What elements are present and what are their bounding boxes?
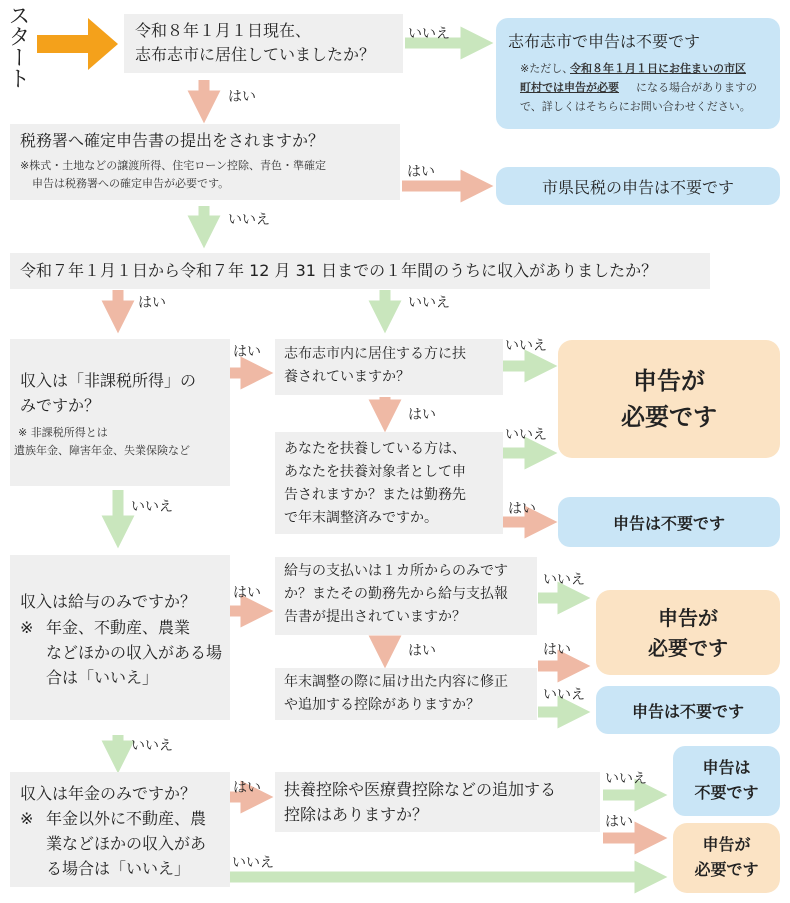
result-filing-required-3-line2: 必要です	[694, 860, 759, 879]
label-yes-q11: はい	[605, 814, 633, 830]
question-salary-only-line4: 合は「いいえ」	[46, 668, 159, 687]
start-arrow	[37, 18, 118, 70]
label-no-q2: いいえ	[228, 212, 270, 228]
question-salary-only-line2: 年金、不動産、農業	[46, 618, 191, 637]
result-no-filing-1-text: 申告は不要です	[612, 513, 725, 533]
label-yes-q3: はい	[138, 295, 166, 311]
result-no-resident-tax-filing-text: 市県民税の申告は不要です	[541, 177, 734, 197]
result-filing-required-2	[596, 590, 780, 675]
question-additional-deductions-line1: 扶養控除や医療費控除などの追加する	[284, 780, 557, 799]
question-supporter-line1: あなたを扶養している方は、	[284, 441, 466, 457]
label-yes-q1: はい	[228, 89, 256, 105]
result-filing-required-1	[558, 340, 780, 458]
question-pension-only-line4: る場合は「いいえ」	[46, 859, 191, 878]
result-filing-required-3-line1: 申告が	[702, 835, 751, 855]
question-year-end-adjust-line2: や追加する控除がありますか？	[284, 697, 480, 713]
label-no-q9: いいえ	[543, 687, 585, 703]
question-tax-office-note2: 申告は税務署への確定申告が必要です。	[32, 177, 230, 190]
question-nontaxable-note1: ※ 非課税所得とは	[18, 426, 108, 439]
question-income-text: 令和７年１月１日から令和７年 12 月 31 日までの１年間のうちに収入がありましたか？	[20, 261, 658, 280]
question-tax-office-line1: 税務署へ確定申告書の提出をされますか？	[20, 131, 325, 150]
result-no-filing-3-line1: 申告は	[702, 758, 751, 778]
result-note-line2a: 町村では申告が必要	[520, 81, 619, 94]
label-no-q1: いいえ	[408, 26, 450, 42]
question-salary-only-line1: 収入は給与のみですか？	[20, 592, 197, 611]
result-filing-required-2-line2: 必要です	[648, 635, 728, 660]
question-residence-line2: 志布志市に居住していましたか？	[135, 45, 376, 64]
question-tax-office-note1: ※株式・土地などの譲渡所得、住宅ローン控除、青色・準確定	[20, 159, 326, 172]
label-yes-q2: はい	[407, 164, 435, 180]
result-filing-required-3	[673, 823, 780, 893]
question-supporter-line2: あなたを扶養対象者として申	[284, 464, 466, 480]
question-single-employer-line3: 告書が提出されていますか？	[284, 609, 466, 625]
label-no-q7: いいえ	[131, 738, 173, 754]
question-additional-deductions-line2: 控除はありますか？	[284, 805, 429, 824]
question-pension-only-line2: 年金以外に不動産、農	[46, 809, 207, 828]
start-label: スタート	[5, 4, 30, 88]
label-yes-q6: はい	[508, 501, 536, 517]
result-no-resident-tax-filing	[496, 167, 780, 205]
question-nontaxable-line1: 収入は「非課税所得」の	[20, 371, 197, 390]
label-no-q3: いいえ	[408, 295, 450, 311]
result-no-filing-3	[673, 746, 780, 816]
label-no-q6: いいえ	[505, 427, 547, 443]
label-no-q10: いいえ	[232, 855, 274, 871]
result-note-line2b: になる場合がありますの	[636, 81, 757, 94]
question-salary-only-line3: などほかの収入がある場	[46, 643, 223, 662]
label-yes-q7: はい	[233, 585, 261, 601]
label-yes-q9: はい	[543, 642, 571, 658]
result-no-filing-3-line2: 不要です	[694, 783, 759, 802]
label-no-q8: いいえ	[543, 572, 585, 588]
result-no-filing-1	[558, 497, 780, 547]
question-residence-line1: 令和８年１月１日現在、	[135, 21, 312, 40]
result-no-filing-2-text: 申告は不要です	[631, 701, 744, 721]
label-yes-q5: はい	[408, 407, 436, 423]
question-pension-only-line1: 収入は年金のみですか？	[20, 784, 197, 803]
question-dependent-line1: 志布志市内に居住する方に扶	[284, 346, 466, 362]
question-supporter-line3: 告されますか？または勤務先	[284, 487, 466, 503]
question-single-employer-line1: 給与の支払いは１カ所からのみです	[284, 563, 508, 579]
question-pension-only-line3: 業などほかの収入があ	[46, 834, 207, 853]
label-yes-q4: はい	[233, 344, 261, 360]
question-supporter-line4: で年末調整済みですか。	[284, 510, 438, 526]
question-salary-only	[10, 555, 230, 720]
result-note-line3: で、詳しくはそちらにお問い合わせください。	[520, 100, 751, 113]
result-note-line1b: 令和８年１月１日にお住まいの市区	[570, 62, 746, 75]
question-nontaxable-line2: みですか？	[20, 396, 101, 415]
question-single-employer-line2: か？またその勤務先から給与支払報	[284, 586, 508, 602]
result-no-filing-2	[596, 686, 780, 734]
label-no-q11: いいえ	[605, 771, 647, 787]
question-salary-only-mark: ※	[20, 618, 34, 637]
result-filing-required-1-line2: 必要です	[621, 403, 717, 431]
label-yes-q8: はい	[408, 643, 436, 659]
result-filing-required-2-line1: 申告が	[658, 605, 718, 630]
question-year-end-adjust-line1: 年末調整の際に届け出た内容に修正	[284, 674, 508, 690]
result-filing-required-1-line1: 申告が	[633, 367, 705, 395]
question-nontaxable-note2: 遺族年金、障害年金、失業保険など	[14, 444, 190, 457]
question-dependent-line2: 養されていますか？	[284, 369, 410, 385]
result-no-filing-in-city-title: 志布志市で申告は不要です	[508, 32, 701, 51]
label-no-q4: いいえ	[131, 499, 173, 515]
label-yes-q10: はい	[233, 780, 261, 796]
label-no-q5: いいえ	[505, 338, 547, 354]
question-pension-only-mark: ※	[20, 809, 34, 828]
result-note-line1a: ※ただし、	[520, 62, 574, 75]
